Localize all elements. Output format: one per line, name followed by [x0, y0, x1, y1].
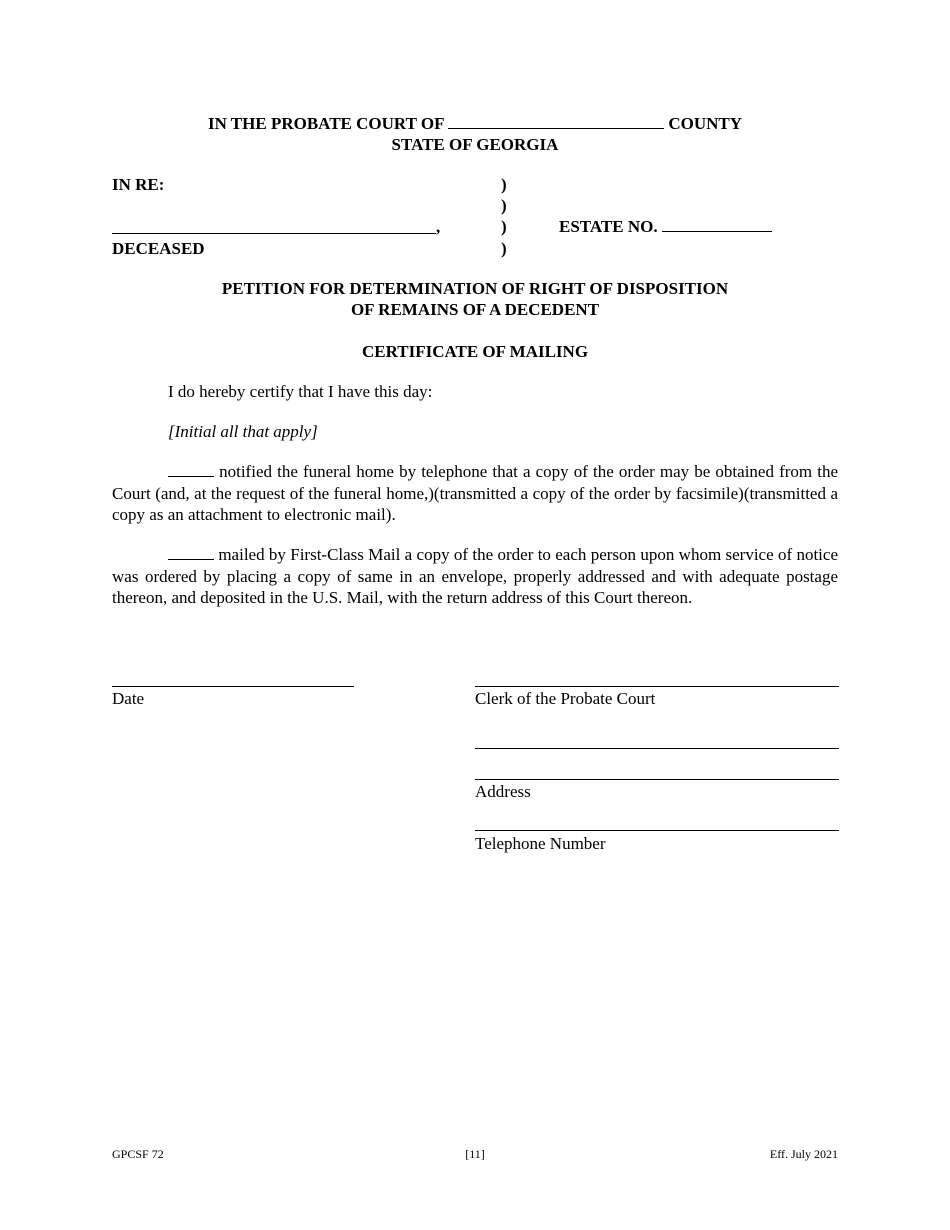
- estate-number-row: [559, 217, 772, 237]
- in-re-label: IN RE:: [112, 175, 165, 194]
- certificate-heading: CERTIFICATE OF MAILING: [361, 342, 589, 361]
- court-prefix: IN THE PROBATE COURT OF: [207, 114, 444, 133]
- caption-paren-4: ): [501, 239, 507, 258]
- estate-no-blank: [662, 217, 772, 232]
- county-blank: [448, 114, 664, 129]
- court-suffix: COUNTY: [668, 114, 743, 133]
- item-mail-text: mailed by First-Class Mail a copy of the order to each person upon whom service of notice was ordered by placing a copy of same in an envelope, properly addressed and with adequate postage thereon, and deposited in the U.S. Mail, with the return address of this Court thereon.: [112, 545, 838, 608]
- caption-paren-3: ): [501, 217, 507, 236]
- initial-blank-1: [168, 463, 214, 477]
- caption-paren-1: ): [501, 175, 507, 194]
- decedent-name-blank: [112, 218, 436, 234]
- initial-blank-2: [168, 546, 214, 560]
- address-line-1: [475, 748, 839, 749]
- address-line-2: [475, 779, 839, 780]
- date-label: Date: [112, 689, 145, 708]
- item-telephone-notice: [112, 461, 838, 526]
- petition-title-line1: PETITION FOR DETERMINATION OF RIGHT OF DISPOSITION: [221, 279, 729, 298]
- deceased-label: DECEASED: [112, 239, 205, 258]
- estate-no-label: ESTATE NO.: [559, 217, 658, 236]
- petition-title-line2: OF REMAINS OF A DECEDENT: [350, 300, 600, 319]
- clerk-label: Clerk of the Probate Court: [475, 689, 656, 708]
- caption-paren-2: ): [501, 196, 507, 215]
- page-number: [11]: [465, 1147, 485, 1161]
- effective-date: Eff. July 2021: [769, 1147, 838, 1161]
- decedent-name-comma: ,: [436, 217, 441, 236]
- instruction-text: [Initial all that apply]: [168, 422, 318, 441]
- form-id: GPCSF 72: [112, 1147, 164, 1161]
- telephone-label: Telephone Number: [475, 834, 606, 853]
- clerk-signature-line: [475, 686, 839, 687]
- state-heading: STATE OF GEORGIA: [391, 135, 559, 154]
- item-mail-notice: [112, 544, 838, 609]
- intro-text: I do hereby certify that I have this day:: [168, 382, 433, 401]
- item-telephone-text: notified the funeral home by telephone that a copy of the order may be obtained from the Court (and, at the request of the funeral home,)(transmitted a copy of the order by facsimile)(transmitted a copy as an attachment to electronic mail).: [112, 462, 838, 525]
- telephone-line: [475, 830, 839, 831]
- court-header-line: [0, 114, 950, 134]
- date-line: [112, 686, 354, 687]
- address-label: Address: [475, 782, 531, 801]
